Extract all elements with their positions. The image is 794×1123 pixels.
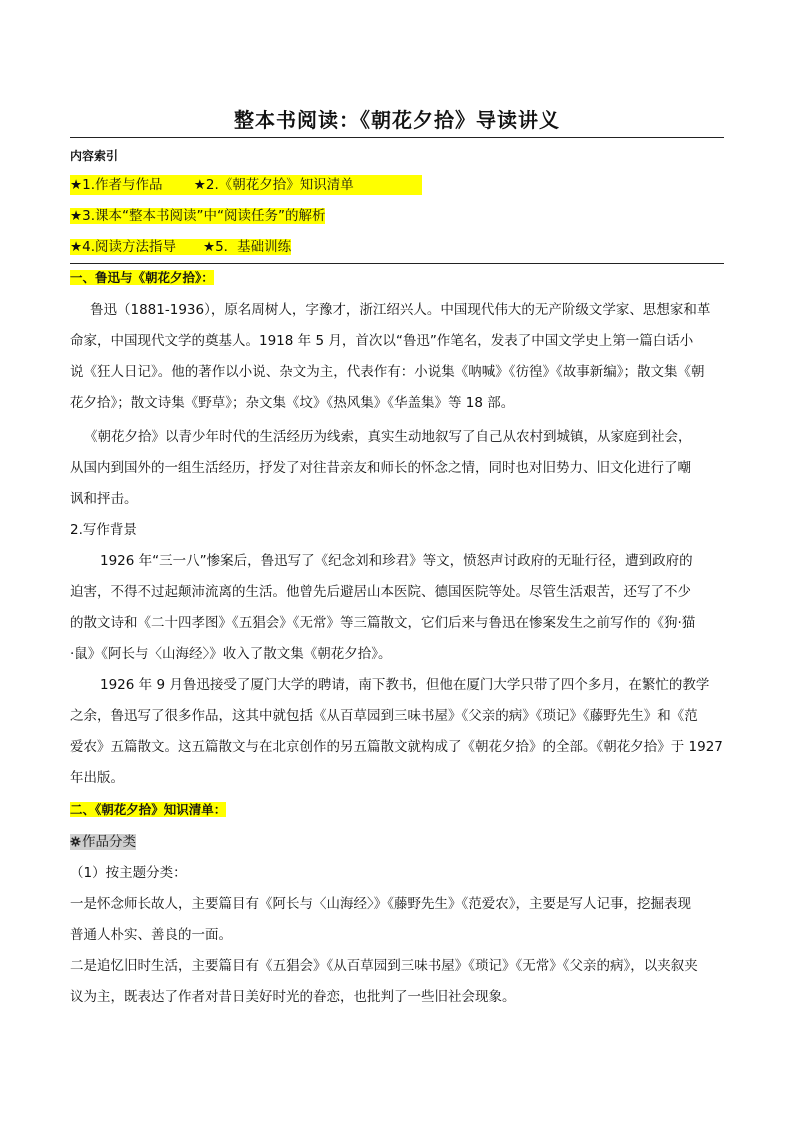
- section1-line-1: 鲁迅（1881-1936），原名周树人，字豫才，浙江绍兴人。中国现代伟大的无产阶级文学家、思想家和革: [90, 302, 711, 318]
- index-row-2-wrap: [70, 206, 325, 226]
- background-heading: 2.写作背景: [70, 522, 137, 538]
- section2-heading: 二、《朝花夕拾》知识清单：: [70, 802, 227, 817]
- category-label-wrap: [70, 832, 136, 852]
- background-line-2: 迫害，不得不过起颠沛流离的生活。他曾先后避居山本医院、德国医院等处。尽管生活艰苦，还写了不少: [70, 584, 691, 600]
- section1-line-2: 命家，中国现代文学的奠基人。1918 年 5 月，首次以“鲁迅”作笔名，发表了中国文学史上第一篇白话小: [70, 333, 694, 349]
- gear-icon: [70, 836, 81, 847]
- section1-line-6: 从国内到国外的一组生活经历，抒发了对往昔亲友和师长的怀念之情，同时也对旧势力、旧文化进行了嘲: [70, 460, 691, 476]
- index-row-2: ★3.课本“整本书阅读”中“阅读任务”的解析: [70, 208, 326, 224]
- index-row-3-wrap: [70, 237, 291, 257]
- background-line-4: ·鼠》《阿长与〈山海经〉》收入了散文集《朝花夕拾》。: [70, 646, 392, 662]
- by-theme-heading: （1）按主题分类：: [70, 865, 187, 881]
- section2-line-1: 一是怀念师长故人，主要篇目有《阿长与〈山海经〉》《藤野先生》《范爱农》，主要是写人记事，挖掘表现: [70, 896, 691, 912]
- title-divider: [70, 137, 724, 138]
- section2-heading-wrap: [70, 800, 226, 820]
- background-line-5: 1926 年 9 月鲁迅接受了厦门大学的聘请，南下教书，但他在厦门大学只带了四个多月，在繁忙的教学: [100, 677, 710, 693]
- index-divider: [70, 263, 724, 264]
- section1-line-3: 说《狂人日记》。他的著作以小说、杂文为主，代表作有：小说集《呐喊》《彷徨》《故事新编》；散文集《朝: [70, 364, 705, 380]
- background-line-6: 之余，鲁迅写了很多作品，这其中就包括《从百草园到三味书屋》《父亲的病》《琐记》《藤野先生》和《范: [70, 708, 698, 724]
- section2-line-3: 二是追忆旧时生活，主要篇目有《五猖会》《从百草园到三味书屋》《琐记》《无常》《父亲的病》，以夹叙夹: [70, 958, 698, 974]
- index-heading: 内容索引: [70, 149, 119, 163]
- document-title: 整本书阅读：《朝花夕拾》导读讲义: [234, 108, 560, 132]
- section2-line-2: 普通人朴实、善良的一面。: [70, 927, 232, 943]
- background-line-7: 爱农》五篇散文。这五篇散文与在北京创作的另五篇散文就构成了《朝花夕拾》的全部。《朝花夕拾》于 1927: [70, 739, 723, 755]
- background-line-8: 年出版。: [70, 770, 124, 786]
- background-line-1: 1926 年“三一八”惨案后，鲁迅写了《纪念刘和珍君》等文，愤怒声讨政府的无耻行径，遭到政府的: [100, 553, 693, 569]
- index-row-1: ★1.作者与作品 ★2.《朝花夕拾》知识清单: [70, 175, 422, 195]
- background-line-3: 的散文诗和《二十四孝图》《五猖会》《无常》等三篇散文，它们后来与鲁迅在惨案发生之前写作的《狗·猫: [70, 615, 696, 631]
- section1-line-7: 讽和抨击。: [70, 491, 138, 507]
- section1-line-5: 《朝花夕拾》以青少年时代的生活经历为线索，真实生动地叙写了自己从农村到城镇，从家庭到社会，: [84, 429, 692, 445]
- index-row-1-wrap: [70, 175, 422, 195]
- index-row-3: ★4.阅读方法指导 ★5．基础训练: [70, 239, 292, 255]
- section1-heading-wrap: [70, 268, 214, 288]
- section1-line-4: 花夕拾》；散文诗集《野草》；杂文集《坟》《热风集》《华盖集》等 18 部。: [70, 395, 515, 411]
- section1-heading: 一、鲁迅与《朝花夕拾》：: [70, 270, 214, 285]
- section2-line-4: 议为主，既表达了作者对昔日美好时光的眷恋，也批判了一些旧社会现象。: [70, 989, 516, 1005]
- category-label: 作品分类: [82, 834, 136, 850]
